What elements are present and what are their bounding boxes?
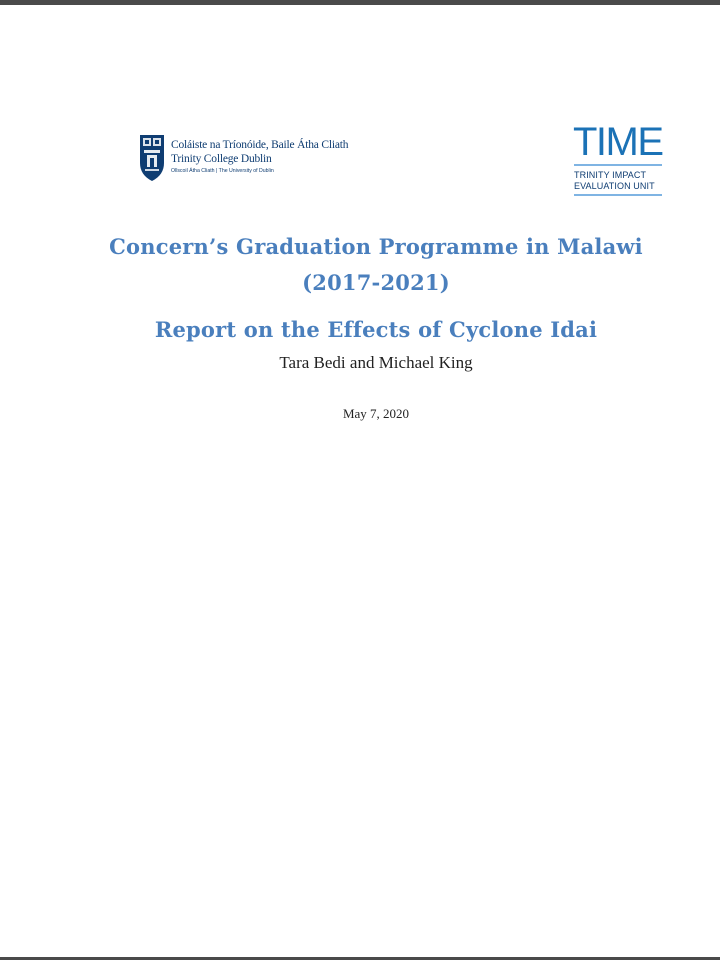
time-logo — [574, 121, 662, 196]
tcd-english-name: Trinity College Dublin — [171, 153, 272, 165]
time-bottom-divider — [574, 194, 662, 196]
document-authors: Tara Bedi and Michael King — [279, 353, 473, 372]
trinity-college-logo — [139, 133, 348, 183]
time-subtitle-line1: TRINITY IMPACT — [574, 170, 647, 180]
title-line-2: (2017-2021) — [302, 270, 450, 295]
time-divider — [574, 164, 662, 166]
time-subtitle-line2: EVALUATION UNIT — [574, 181, 655, 191]
trinity-crest-icon — [139, 133, 165, 183]
tcd-irish-name: Coláiste na Tríonóide, Baile Átha Cliath — [171, 139, 349, 151]
document-title — [0, 229, 720, 301]
tcd-tagline: Ollscoil Átha Cliath | The University of Dublin — [171, 168, 274, 174]
title-line-1: Concern’s Graduation Programme in Malawi — [109, 234, 643, 259]
document-date: May 7, 2020 — [342, 406, 410, 421]
time-wordmark: TIME — [573, 120, 663, 164]
document-subtitle: Report on the Effects of Cyclone Idai — [154, 317, 598, 342]
